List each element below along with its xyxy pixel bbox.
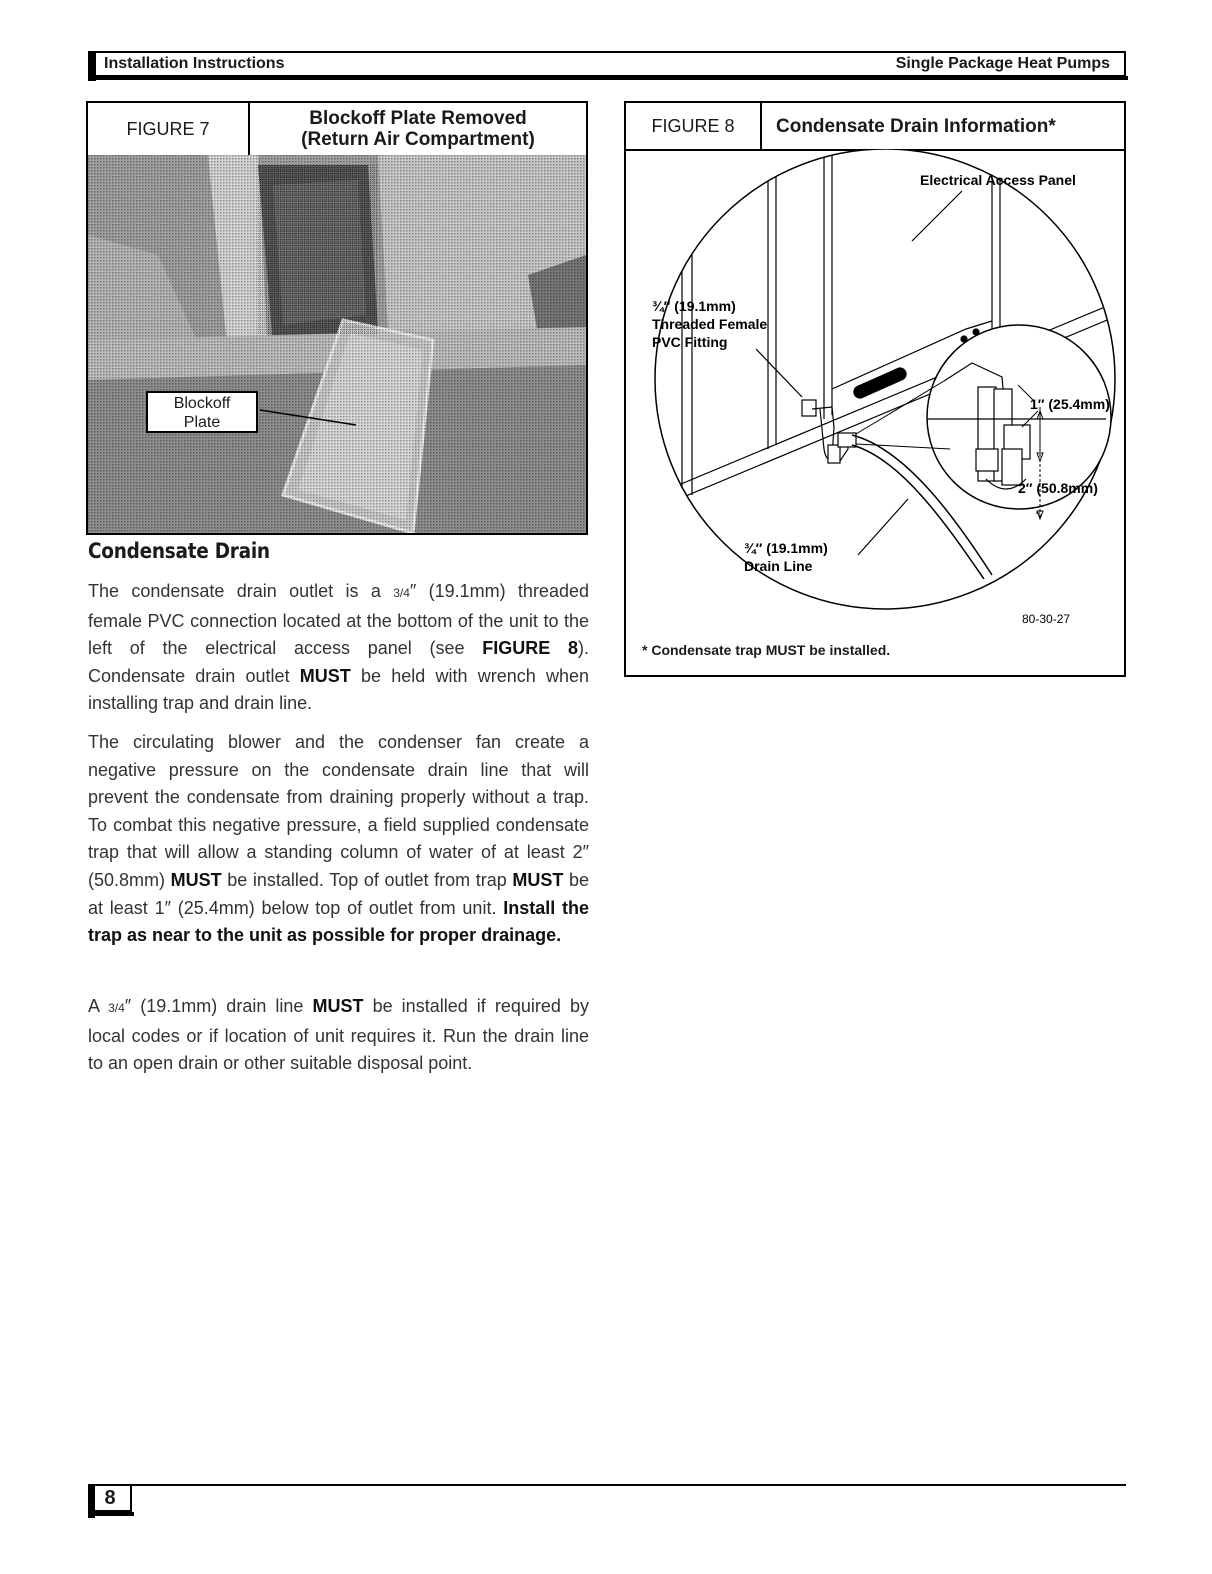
label-drain-line: Drain Line [744,558,813,574]
figure-7-title-line-1: Blockoff Plate Removed [309,108,527,129]
figure-8-title: Condensate Drain Information* [776,115,1056,137]
p1-text-d: be held with wrench when installing trap and drain line. [88,665,590,714]
p1-text-c: ). Condensate drain outlet [88,638,590,686]
p1-must: MUST [299,665,351,686]
figure-8-footnote: * Condensate trap MUST be installed. [642,642,891,658]
p2-bold-text: Install the trap as near to the unit as possible for proper drainage. [88,897,589,946]
figure-7-header [88,103,586,157]
section-heading: Condensate Drain [88,539,270,563]
paragraph-3 [88,993,589,1078]
p3-fraction: 3/4 [108,1001,125,1015]
figure-7-number: FIGURE 7 [88,103,250,155]
p3-must: MUST [312,996,364,1016]
paragraph-2 [88,729,589,950]
figure-7 [86,101,588,535]
p3-text-a: A [88,996,109,1016]
blockoff-plate-photo [88,155,586,533]
p1-figure-ref: FIGURE 8 [482,638,579,659]
figure-7-title-line-2: (Return Air Compartment) [301,129,535,150]
p2-must-1: MUST [170,869,222,890]
label-fitting-line-3: PVC Fitting [652,334,728,350]
p3-text-b: ″ (19.1mm) drain line [124,996,313,1016]
callout-line-1: Blockoff [173,395,231,412]
figure-8-number: FIGURE 8 [626,103,762,149]
figure-7-title [250,103,586,155]
page-number: 8 [88,1484,132,1512]
p1-text-b: ″ (19.1mm) threaded female PVC connection located at the bottom of the unit to the left of the electrical access panel (see [88,581,589,659]
p2-text-b: be installed. Top of outlet from trap [221,869,513,890]
callout-line-2: Plate [183,414,221,431]
label-electrical-access-panel: Electrical Access Panel [920,172,1076,188]
figure-8 [624,101,1126,677]
p2-text-a: The circulating blower and the condenser fan create a negative pressure on the condensate drain line that will prevent the condensate from draining properly without a trap. To combat this negative pressure, a field supplied condensate trap that will allow a standing column of water of at least 2″ (50.8mm) [88,732,589,890]
label-drain-size: ¾″ (19.1mm) [744,540,828,556]
p1-text-a: The condensate drain outlet is a [88,581,394,601]
blockoff-plate-callout [146,391,258,433]
label-two-inch: 2″ (50.8mm) [1018,480,1098,496]
header-right-title: Single Package Heat Pumps [895,55,1110,72]
figure-8-header [626,103,1124,151]
p2-text-c: be at least 1″ (25.4mm) below top of outlet from unit. [88,869,589,918]
footer-rule [88,1484,1126,1486]
p1-fraction: 3/4 [393,586,410,600]
label-one-inch: 1″ (25.4mm) [1030,396,1110,412]
label-fitting-line-2: Threaded Female [652,316,768,332]
label-figure-code: 80-30-27 [1022,612,1071,626]
photo-illustration [88,155,586,533]
page-header [88,51,1126,77]
header-left-title: Installation Instructions [104,55,285,72]
p2-must-2: MUST [512,869,564,890]
p3-text-c: be installed if required by local codes or if location of unit requires it. Run the drain line to an open drain or other suitable disposal point. [88,996,590,1074]
condensate-drain-diagram [626,149,1124,629]
paragraph-1 [88,578,589,718]
label-fitting-size: ¾″ (19.1mm) [652,298,736,314]
